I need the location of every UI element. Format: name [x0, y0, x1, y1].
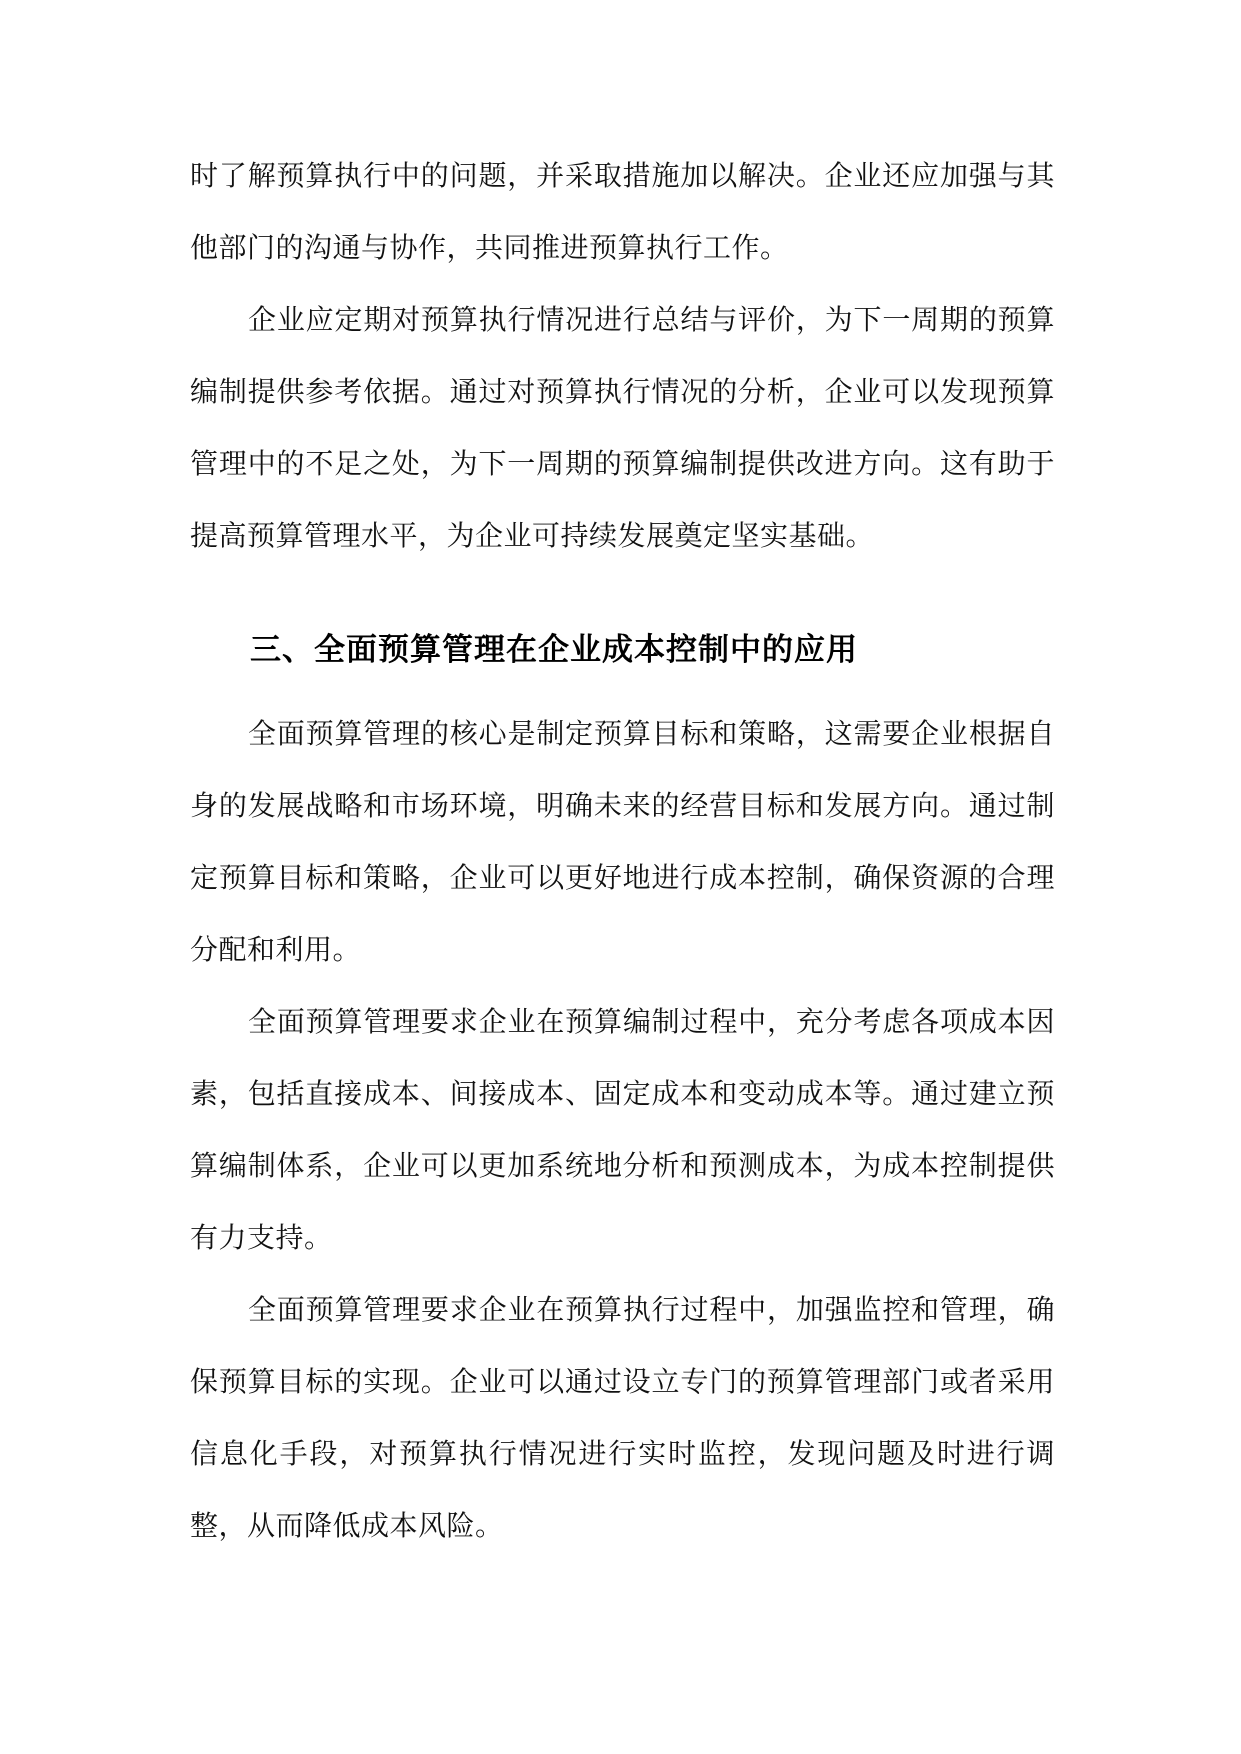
paragraph-budget-compilation: 全面预算管理要求企业在预算编制过程中，充分考虑各项成本因素，包括直接成本、间接成本、固定成本和变动成本等。通过建立预算编制体系，企业可以更加系统地分析和预测成本，为成本控制提供有力支持。	[190, 1005, 1055, 1254]
section-heading: 三、全面预算管理在企业成本控制中的应用	[250, 632, 858, 668]
paragraph-budget-goals: 全面预算管理的核心是制定预算目标和策略，这需要企业根据自身的发展战略和市场环境，明确未来的经营目标和发展方向。通过制定预算目标和策略，企业可以更好地进行成本控制，确保资源的合理分配和利用。	[190, 717, 1055, 966]
document-body	[190, 140, 1055, 1562]
paragraph-budget-review: 企业应定期对预算执行情况进行总结与评价，为下一周期的预算编制提供参考依据。通过对预算执行情况的分析，企业可以发现预算管理中的不足之处，为下一周期的预算编制提供改进方向。这有助于提高预算管理水平，为企业可持续发展奠定坚实基础。	[190, 303, 1055, 552]
paragraph-budget-execution: 全面预算管理要求企业在预算执行过程中，加强监控和管理，确保预算目标的实现。企业可以通过设立专门的预算管理部门或者采用信息化手段，对预算执行情况进行实时监控，发现问题及时进行调整，从而降低成本风险。	[190, 1293, 1055, 1542]
paragraph-continuation: 时了解预算执行中的问题，并采取措施加以解决。企业还应加强与其他部门的沟通与协作，共同推进预算执行工作。	[190, 159, 1055, 264]
